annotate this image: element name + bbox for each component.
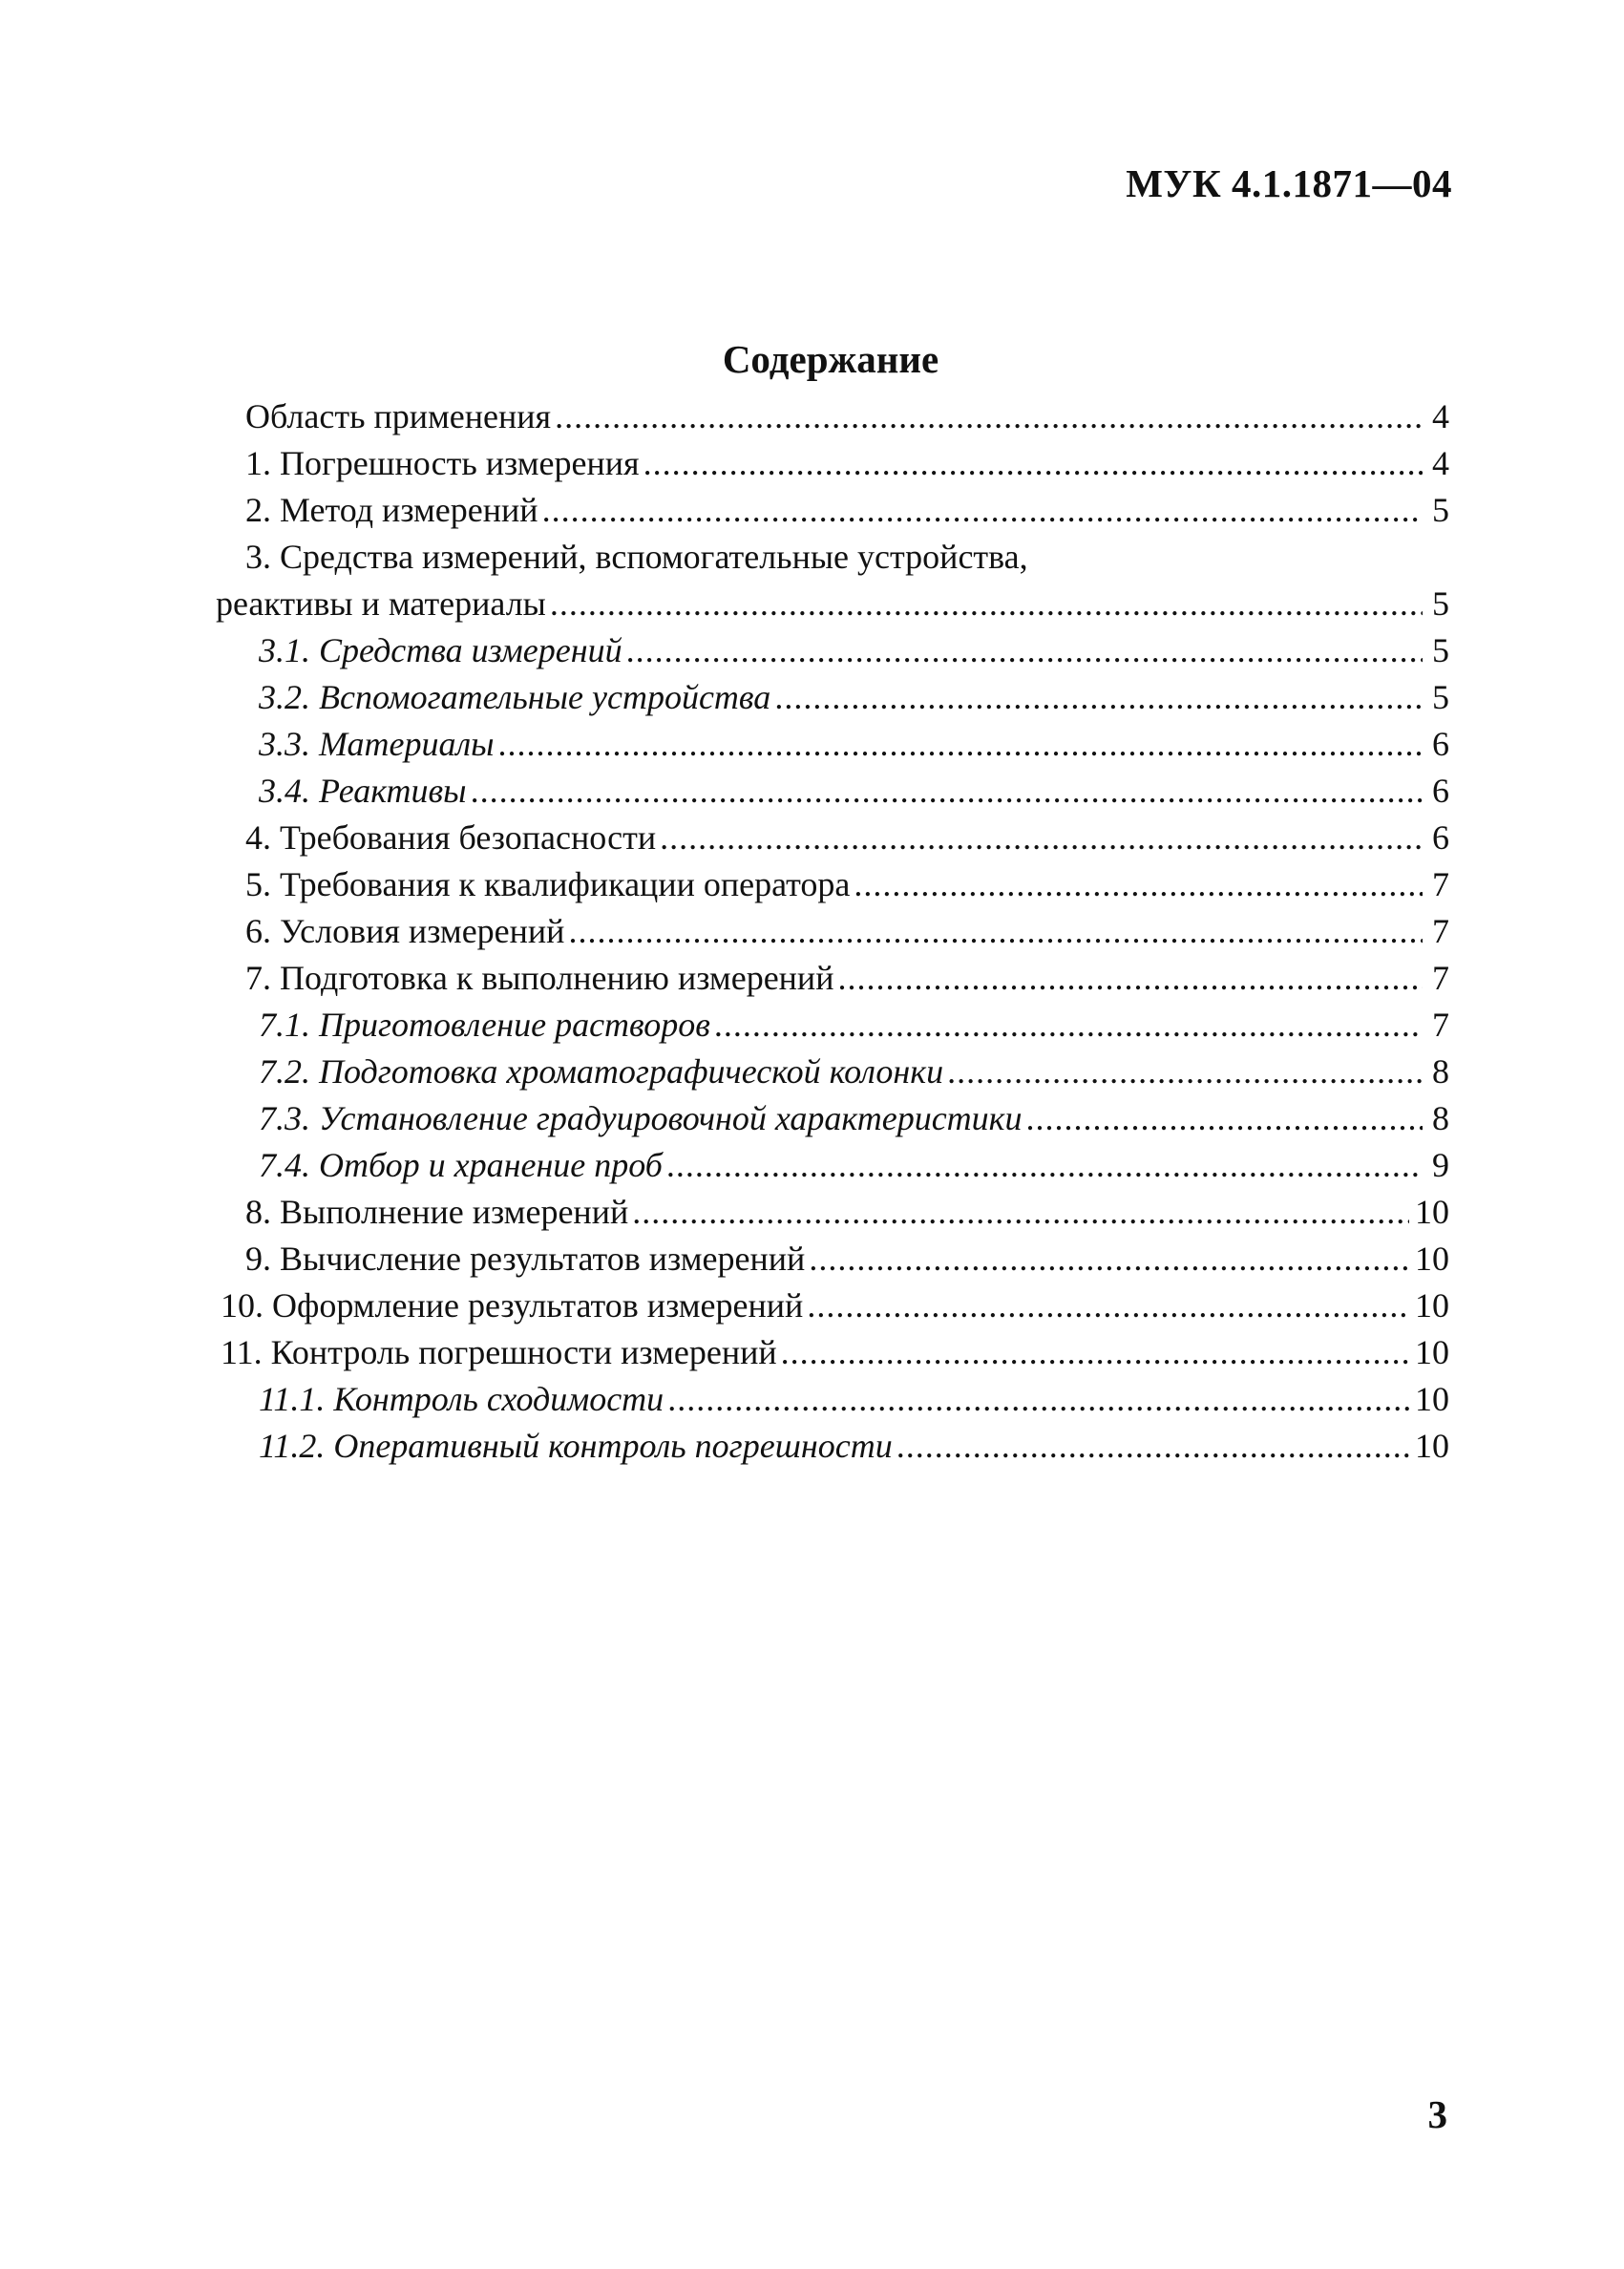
dot-leader — [471, 768, 1423, 815]
toc-entry-page: 7 — [1432, 865, 1449, 903]
toc-entry-label: 11.2. Оперативный контроль погрешности — [259, 1427, 893, 1465]
toc-entry-page: 8 — [1432, 1099, 1449, 1137]
toc-entry[interactable] — [216, 815, 1449, 861]
toc-entry-continuation[interactable] — [216, 581, 1449, 627]
toc-entry-label: 3.3. Материалы — [259, 725, 495, 763]
toc-subentry[interactable] — [216, 1423, 1449, 1470]
dot-leader — [666, 1142, 1423, 1189]
toc-entry-label: 5. Требования к квалификации оператора — [245, 865, 851, 903]
toc-entry-page: 5 — [1432, 584, 1449, 623]
dot-leader — [854, 861, 1423, 908]
toc-entry-page: 10 — [1415, 1427, 1449, 1465]
toc-entry-page: 10 — [1415, 1193, 1449, 1231]
toc-entry[interactable] — [216, 1329, 1449, 1376]
toc-entry-label: 7.2. Подготовка хроматографической колонки — [259, 1052, 944, 1091]
toc-entry-label: 7.1. Приготовление растворов — [259, 1006, 710, 1044]
toc-entry[interactable] — [216, 1283, 1449, 1329]
toc-entry-label: 7. Подготовка к выполнению измерений — [245, 959, 834, 997]
toc-entry-page: 7 — [1432, 959, 1449, 997]
toc-entry-page: 5 — [1432, 491, 1449, 529]
dot-leader — [498, 721, 1423, 768]
toc-subentry[interactable] — [216, 674, 1449, 721]
toc-entry[interactable] — [216, 487, 1449, 534]
dot-leader — [667, 1376, 1409, 1423]
page-number: 3 — [1427, 2092, 1447, 2136]
toc-subentry[interactable] — [216, 1049, 1449, 1095]
toc-entry-label: 6. Условия измерений — [245, 912, 565, 950]
toc-entry-label: 9. Вычисление результатов измерений — [245, 1240, 806, 1278]
dot-leader — [774, 674, 1423, 721]
toc-subentry[interactable] — [216, 627, 1449, 674]
dot-leader — [837, 955, 1423, 1002]
toc-entry-page: 7 — [1432, 912, 1449, 950]
toc-entry-label: 3.4. Реактивы — [259, 772, 467, 810]
dot-leader — [714, 1002, 1423, 1049]
toc-entry-page: 10 — [1415, 1240, 1449, 1278]
dot-leader — [632, 1189, 1409, 1236]
toc-entry-page: 5 — [1432, 678, 1449, 716]
toc-entry-page: 4 — [1432, 444, 1449, 482]
toc-entry-label: 4. Требования безопасности — [245, 818, 657, 857]
toc-entry-page: 4 — [1432, 397, 1449, 435]
toc-subentry[interactable] — [216, 721, 1449, 768]
document-code: МУК 4.1.1871—04 — [1126, 161, 1452, 205]
toc-entry-page: 10 — [1415, 1333, 1449, 1371]
dot-leader — [626, 627, 1423, 674]
toc-entry[interactable] — [216, 534, 1449, 581]
toc-entry-page: 6 — [1432, 725, 1449, 763]
toc-entry-label: 10. Оформление результатов измерений — [221, 1286, 804, 1325]
toc-entry-page: 6 — [1432, 818, 1449, 857]
toc-entry[interactable] — [216, 1189, 1449, 1236]
toc-title: Содержание — [722, 337, 939, 381]
dot-leader — [807, 1283, 1409, 1329]
toc-entry-page: 9 — [1432, 1146, 1449, 1184]
toc-entry-label: 3. Средства измерений, вспомогательные устройства, — [245, 538, 1028, 576]
dot-leader — [781, 1329, 1409, 1376]
toc-subentry[interactable] — [216, 1095, 1449, 1142]
dot-leader — [643, 440, 1423, 487]
table-of-contents — [216, 393, 1449, 1470]
toc-entry[interactable] — [216, 440, 1449, 487]
toc-entry-page: 10 — [1415, 1286, 1449, 1325]
toc-entry[interactable] — [216, 861, 1449, 908]
toc-entry-label: 8. Выполнение измерений — [245, 1193, 629, 1231]
toc-entry-page: 8 — [1432, 1052, 1449, 1091]
toc-entry-label: 7.3. Установление градуировочной характеристики — [259, 1099, 1023, 1137]
toc-entry-label: 11. Контроль погрешности измерений — [221, 1333, 777, 1371]
toc-subentry[interactable] — [216, 768, 1449, 815]
toc-entry-label: 7.4. Отбор и хранение проб — [259, 1146, 663, 1184]
dot-leader — [947, 1049, 1423, 1095]
toc-entry-label: 11.1. Контроль сходимости — [259, 1380, 664, 1418]
toc-entry[interactable] — [216, 393, 1449, 440]
toc-entry-page: 6 — [1432, 772, 1449, 810]
dot-leader — [660, 815, 1423, 861]
dot-leader — [550, 581, 1423, 627]
toc-entry-page: 5 — [1432, 631, 1449, 669]
toc-entry-page: 10 — [1415, 1380, 1449, 1418]
toc-entry[interactable] — [216, 955, 1449, 1002]
toc-entry-label: 3.1. Средства измерений — [259, 631, 622, 669]
dot-leader — [896, 1423, 1409, 1470]
dot-leader — [1026, 1095, 1423, 1142]
toc-entry-page: 7 — [1432, 1006, 1449, 1044]
dot-leader — [568, 908, 1423, 955]
toc-entry-label: Область применения — [245, 397, 552, 435]
toc-subentry[interactable] — [216, 1002, 1449, 1049]
toc-subentry[interactable] — [216, 1142, 1449, 1189]
toc-entry[interactable] — [216, 908, 1449, 955]
toc-entry[interactable] — [216, 1236, 1449, 1283]
toc-entry-label: 1. Погрешность измерения — [245, 444, 640, 482]
dot-leader — [542, 487, 1423, 534]
toc-entry-label: 2. Метод измерений — [245, 491, 538, 529]
toc-entry-label: 3.2. Вспомогательные устройства — [259, 678, 771, 716]
dot-leader — [555, 393, 1423, 440]
toc-subentry[interactable] — [216, 1376, 1449, 1423]
dot-leader — [809, 1236, 1409, 1283]
toc-entry-label: реактивы и материалы — [216, 584, 546, 623]
